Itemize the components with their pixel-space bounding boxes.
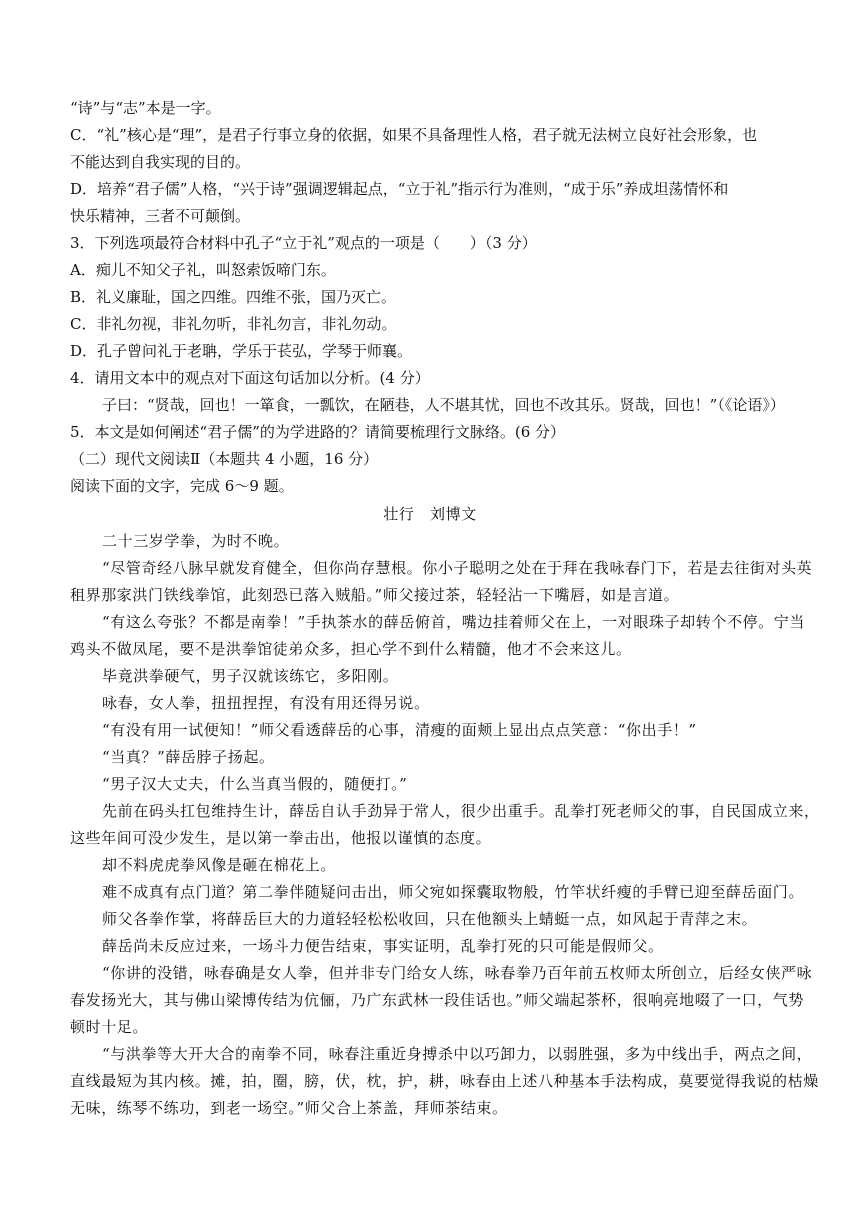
question-4-quote: 子曰：“贤哉，回也！一箪食，一瓢饮，在陋巷，人不堪其忧，回也不改其乐。贤哉，回也！”（《论语》） xyxy=(102,396,785,414)
story-paragraph: 却不料虎虎拳风像是砸在棉花上。 xyxy=(102,856,337,874)
option-d-line-1: D．培养“君子儒”人格，“兴于诗”强调逻辑起点，“立于礼”指示行为准则，“成于乐”养成坦荡情怀和 xyxy=(70,180,729,198)
story-paragraph: 难不成真有点门道？第二拳伴随疑问击出，师父宛如探囊取物般，竹竿状纤瘦的手臂已迎至薛岳面门。 xyxy=(102,883,805,901)
story-paragraph: 毕竟洪拳硬气，男子汉就该练它，多阳刚。 xyxy=(102,667,399,685)
story-paragraph: “与洪拳等大开大合的南拳不同，咏春注重近身搏杀中以巧卸力，以弱胜强，多为中线出手，两点之间， xyxy=(102,1045,813,1063)
story-paragraph-cont: 租界那家洪门铁线拳馆，此刻恐已落入贼船。”师父接过茶，轻轻沾一下嘴唇，如是言道。 xyxy=(70,586,680,604)
story-paragraph: 薛岳尚未反应过来，一场斗力便告结束，事实证明，乱拳打死的只可能是假师父。 xyxy=(102,937,664,955)
story-paragraph: “有这么夸张？不都是南拳！”手执茶水的薛岳俯首，嘴边挂着师父在上，一对眼珠子却转个不停。宁当 xyxy=(102,613,805,631)
story-paragraph: 咏春，女人拳，扭扭捏捏，有没有用还得另说。 xyxy=(102,694,430,712)
question-3-stem: 3．下列选项最符合材料中孔子“立于礼”观点的一项是（ ）（3 分） xyxy=(70,234,537,252)
story-paragraph: “你讲的没错，咏春确是女人拳，但并非专门给女人练，咏春拳乃百年前五枚师太所创立，后经女侠严咏 xyxy=(102,964,813,982)
story-paragraph: “尽管奇经八脉早就发育健全，但你尚存慧根。你小子聪明之处在于拜在我咏春门下，若是去往街对头英 xyxy=(102,559,813,577)
story-paragraph-cont: 这些年间可没少发生，是以第一拳击出，他报以谨慎的态度。 xyxy=(70,829,492,847)
section-instruction: 阅读下面的文字，完成 6～9 题。 xyxy=(70,477,294,495)
story-paragraph-cont: 直线最短为其内核。摊，拍，圈，膀，伏，枕，护，耕，咏春由上述八种基本手法构成，莫要觉得我说的枯燥 xyxy=(70,1072,819,1090)
story-paragraph: 二十三岁学拳，为时不晚。 xyxy=(102,532,290,550)
question-3-option-c: C．非礼勿视，非礼勿听，非礼勿言，非礼勿动。 xyxy=(70,315,397,333)
option-c-line-2: 不能达到自我实现的目的。 xyxy=(70,153,251,171)
question-3-option-b: B．礼义廉耻，国之四维。四维不张，国乃灭亡。 xyxy=(70,288,397,306)
question-3-option-d: D．孔子曾问礼于老聃，学乐于苌弘，学琴于师襄。 xyxy=(70,342,413,360)
article-title: 壮行 刘博文 xyxy=(383,505,477,523)
option-c-line-1: C．“礼”核心是“理”，是君子行事立身的依据，如果不具备理性人格，君子就无法树立良好社会形象，也 xyxy=(70,126,758,144)
story-paragraph: “当真？”薛岳脖子扬起。 xyxy=(102,748,275,766)
section-heading: （二）现代文阅读Ⅱ（本题共 4 小题，16 分） xyxy=(70,450,379,468)
question-5-stem: 5．本文是如何阐述“君子儒”的为学进路的？请简要梳理行文脉络。(6 分） xyxy=(70,423,566,441)
story-paragraph: 先前在码头扛包维持生计，薛岳自认手劲异于常人，很少出重手。乱拳打死老师父的事，自民国成立来， xyxy=(102,802,820,820)
story-paragraph-cont: 无味，练琴不练功，到老一场空。”师父合上茶盖，拜师茶结束。 xyxy=(70,1099,508,1117)
story-paragraph: “男子汉大丈夫，什么当真当假的，随便打。” xyxy=(102,775,408,793)
story-paragraph-cont: 顿时十足。 xyxy=(70,1018,149,1036)
option-d-line-2: 快乐精神，三者不可颠倒。 xyxy=(70,207,251,225)
prev-option-continuation: “诗”与“志”本是一字。 xyxy=(70,99,221,117)
story-paragraph-cont: 鸡头不做凤尾，要不是洪拳馆徒弟众多，担心学不到什么精髓，他才不会来这儿。 xyxy=(70,640,632,658)
story-paragraph-cont: 春发扬光大，其与佛山梁博传结为伉俪，乃广东武林一段佳话也。”师父端起茶杯，很响亮地啜了一口，气势 xyxy=(70,991,804,1009)
story-paragraph: “有没有用一试便知！”师父看透薛岳的心事，清瘦的面颊上显出点点笑意：“你出手！” xyxy=(102,721,697,739)
story-paragraph: 师父各拳作掌，将薛岳巨大的力道轻轻松松收回，只在他额头上蜻蜓一点，如风起于青萍之末。 xyxy=(102,910,758,928)
question-3-option-a: A．痴儿不知父子礼，叫怒索饭啼门东。 xyxy=(70,261,336,279)
question-4-stem: 4．请用文本中的观点对下面这句话加以分析。(4 分） xyxy=(70,369,430,387)
